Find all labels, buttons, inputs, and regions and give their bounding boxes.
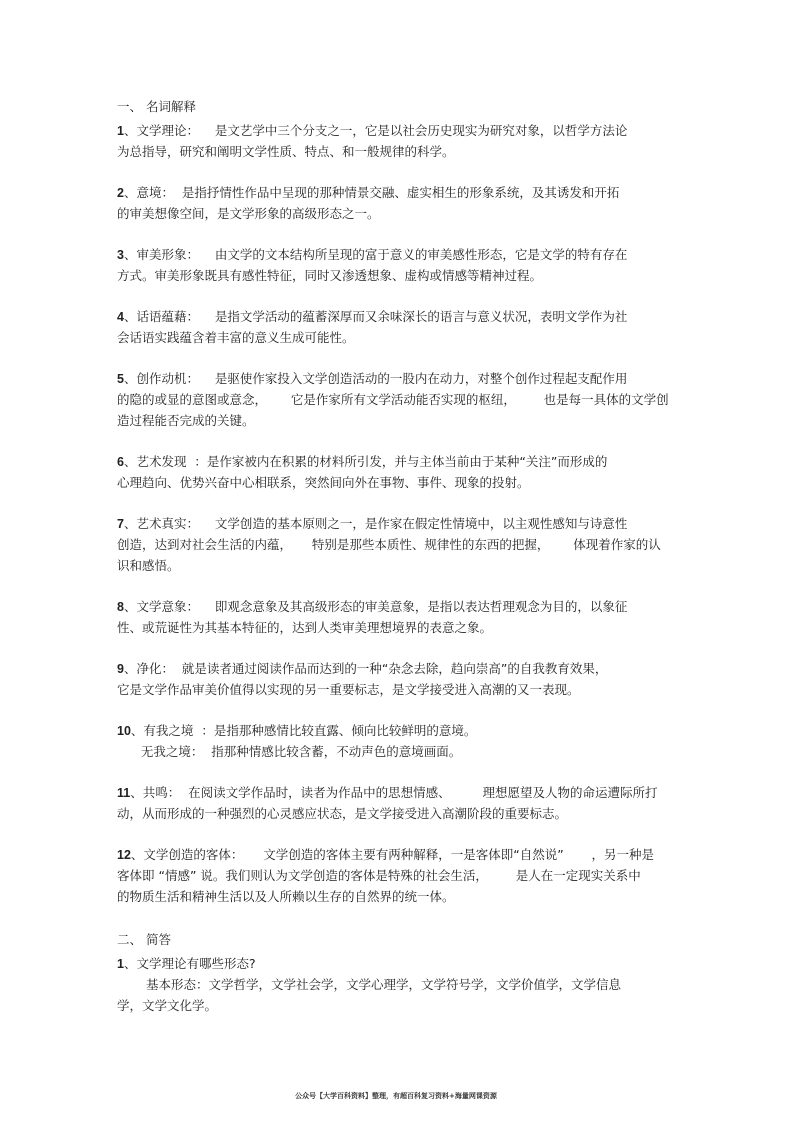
- question-item: [117, 953, 677, 1016]
- term-line: 的隐的或显的意图或意念， 它是作家所有文学活动能否实现的枢纽， 也是每一具体的文学创: [117, 392, 669, 407]
- term-line: [117, 658, 677, 679]
- item-number: 6: [117, 455, 124, 469]
- item-number: 5: [117, 372, 124, 386]
- answer-line: 学，文学文化学。: [117, 998, 218, 1013]
- document-page: [117, 96, 677, 1016]
- term-line: [117, 182, 677, 203]
- term-item: [117, 658, 677, 700]
- footer-note: 公众号【大学百科资料】整理，有超百科复习资料+海量网课资源: [295, 1092, 497, 1100]
- term-line: [117, 513, 677, 534]
- term-text: 、文学理论： 是文艺学中三个分支之一，它是以社会历史现实为研究对象，以哲学方法论: [123, 123, 628, 138]
- term-line: 客体即 “情感” 说。我们则认为文学创造的客体是特殊的社会生活， 是人在一定现实关系中: [117, 868, 641, 883]
- term-item: [117, 451, 677, 493]
- term-text: 、话语蕴藉： 是指文学活动的蕴蓄深厚而又余味深长的语言与意义状况，表明文学作为社: [123, 309, 628, 324]
- term-text: 、意境： 是指抒情性作品中呈现的那种情景交融、虚实相生的形象系统，及其诱发和开拓: [123, 185, 620, 200]
- term-line: [117, 451, 677, 472]
- term-line: [117, 596, 677, 617]
- item-number: 1: [117, 124, 124, 138]
- term-text: 、审美形象： 由文学的文本结构所呈现的富于意义的审美感性形态，它是文学的特有存在: [123, 247, 628, 262]
- section-heading-short-answer: 二、 简答: [117, 932, 171, 947]
- item-number: 11: [117, 786, 131, 800]
- item-number: 3: [117, 248, 124, 262]
- term-line: 造过程能否完成的关键。: [117, 413, 255, 428]
- term-line: 方式。审美形象既具有感性特征，同时又渗透想象、虚构或情感等精神过程。: [117, 268, 543, 283]
- term-line: 它是文学作品审美价值得以实现的另一重要标志，是文学接受进入高潮的又一表现。: [117, 682, 580, 697]
- item-number: 1: [117, 957, 124, 971]
- term-item: [117, 306, 677, 348]
- question-text: 、文学理论有哪些形态?: [123, 956, 256, 971]
- term-item: [117, 844, 677, 907]
- term-item: [117, 182, 677, 224]
- term-line: 识和感悟。: [117, 558, 180, 573]
- item-number: 7: [117, 517, 124, 531]
- term-text: 、艺术发现 ：是作家被内在积累的材料所引发，并与主体当前由于某种“关注”而形成的: [123, 454, 608, 469]
- term-line: 创造，达到对社会生活的内蕴， 特别是那些本质性、规律性的东西的把握， 体现着作家的认: [117, 537, 661, 552]
- term-item: [117, 720, 677, 762]
- term-line: 动，从而形成的一种强烈的心灵感应状态，是文学接受进入高潮阶段的重要标志。: [117, 806, 568, 821]
- term-line: 会话语实践蕴含着丰富的意义生成可能性。: [117, 330, 355, 345]
- term-line: 无我之境： 指那种情感比较含蓄，不动声色的意境画面。: [117, 744, 462, 759]
- term-list: [117, 120, 677, 907]
- term-text: 、创作动机： 是驱使作家投入文学创造活动的一股内在动力，对整个创作过程起支配作用: [123, 371, 628, 386]
- term-item: [117, 244, 677, 286]
- term-line: 性、或荒诞性为其基本特征的，达到人类审美理想境界的表意之象。: [117, 620, 493, 635]
- term-line: [117, 120, 677, 141]
- item-number: 4: [117, 310, 124, 324]
- term-line: [117, 244, 677, 265]
- term-text: 、文学意象： 即观念意象及其高级形态的审美意象，是指以表达哲理观念为目的，以象征: [123, 599, 628, 614]
- term-line: [117, 720, 677, 741]
- item-number: 2: [117, 186, 124, 200]
- item-number: 9: [117, 662, 124, 676]
- term-line: [117, 782, 677, 803]
- term-text: 、共鸣： 在阅读文学作品时，读者为作品中的思想情感、 理想愿望及人物的命运遭际所打: [130, 785, 658, 800]
- term-line: 心理趋向、优势兴奋中心相联系，突然间向外在事物、事件、现象的投射。: [117, 475, 530, 490]
- term-line: 为总指导，研究和阐明文学性质、特点、和一般规律的科学。: [117, 144, 455, 159]
- term-text: 、艺术真实： 文学创造的基本原则之一，是作家在假定性情境中，以主观性感知与诗意性: [123, 516, 628, 531]
- term-item: [117, 368, 677, 431]
- item-number: 10: [117, 724, 131, 738]
- item-number: 8: [117, 600, 124, 614]
- term-item: [117, 782, 677, 824]
- term-text: 、文学创造的客体： 文学创造的客体主要有两种解释，一是客体即“自然说” ，另一种是: [130, 847, 655, 862]
- item-number: 12: [117, 848, 131, 862]
- term-item: [117, 120, 677, 162]
- answer-line: 基本形态：文学哲学，文学社会学，文学心理学，文学符号学，文学价值学，文学信息: [146, 977, 622, 992]
- term-item: [117, 596, 677, 638]
- section-heading-terms: 一、 名词解释: [117, 99, 196, 114]
- term-line: [117, 844, 677, 865]
- term-line: 的审美想像空间，是文学形象的高级形态之一。: [117, 206, 380, 221]
- term-item: [117, 513, 677, 576]
- term-text: 、有我之境 ：是指那种感情比较直露、倾向比较鲜明的意境。: [130, 723, 477, 738]
- term-line: [117, 306, 677, 327]
- term-line: 的物质生活和精神生活以及人所赖以生存的自然界的统一体。: [117, 889, 455, 904]
- term-line: [117, 368, 677, 389]
- term-text: 、净化： 就是读者通过阅读作品而达到的一种“杂念去除，趋向崇高”的自我教育效果，: [123, 661, 608, 676]
- question-title: [117, 953, 677, 974]
